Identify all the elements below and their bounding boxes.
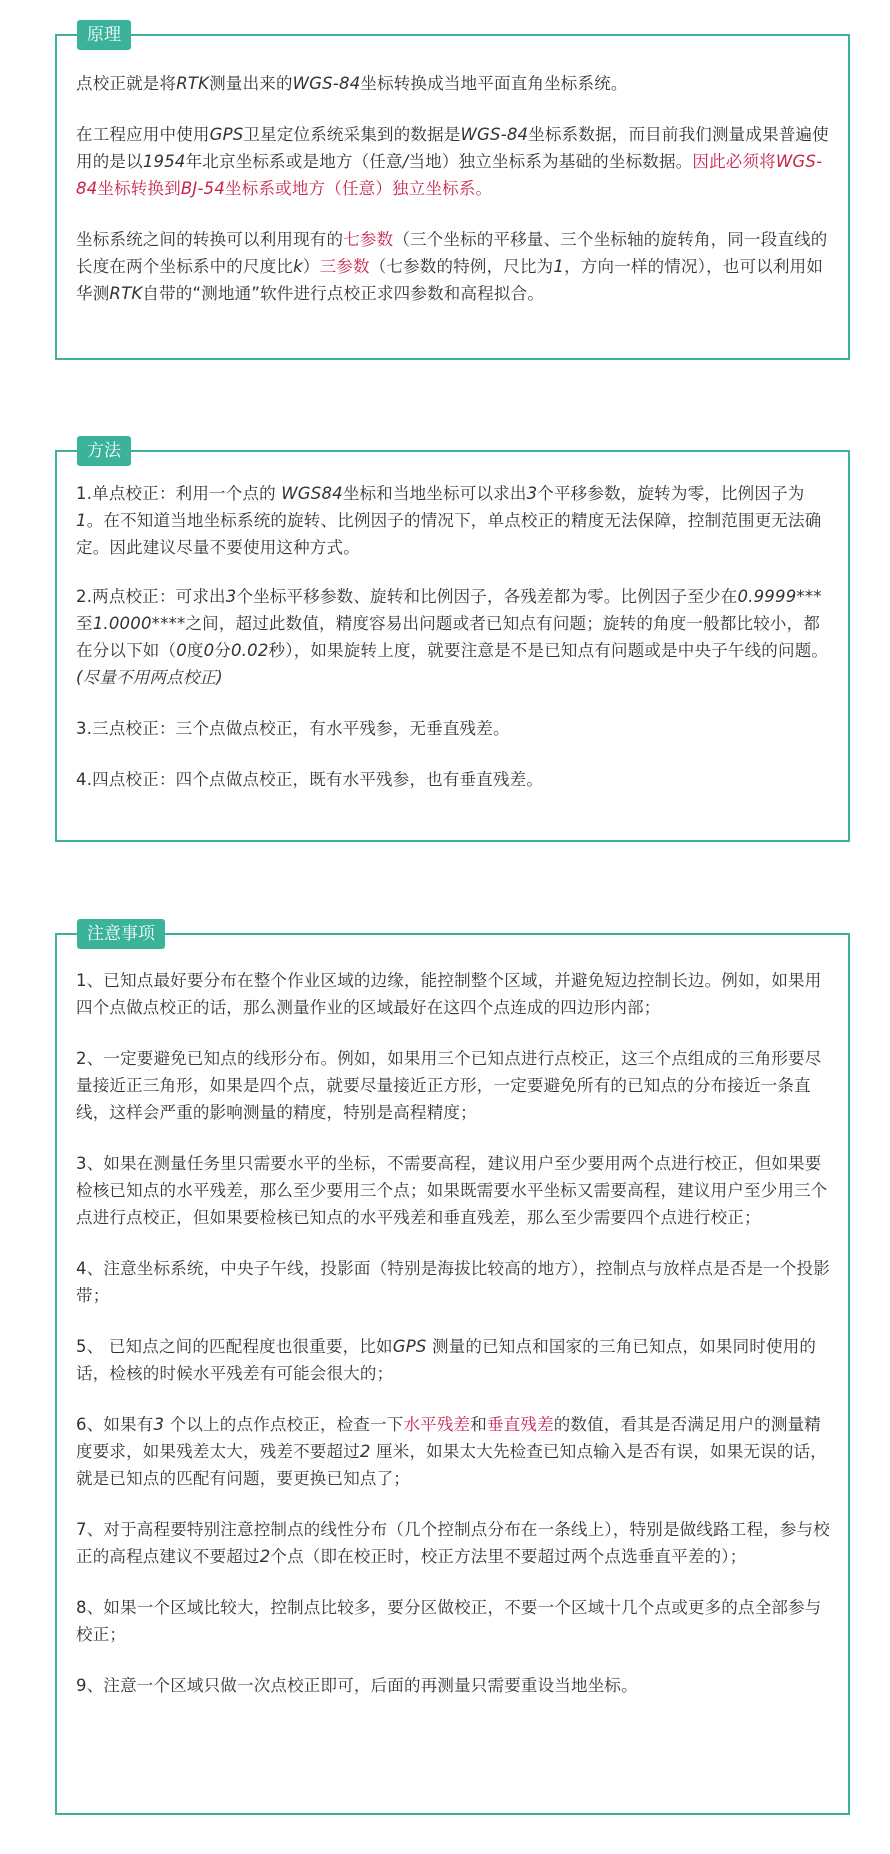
method-tag: 方法: [77, 436, 131, 466]
method-four-point: 4.四点校正：四个点做点校正，既有水平残参，也有垂直残差。: [76, 770, 544, 789]
principle-tag: 原理: [77, 20, 131, 50]
notes-tag: 注意事项: [77, 919, 165, 949]
principle-paragraph-2: 在工程应用中使用GPS卫星定位系统采集到的数据是WGS-84坐标系数据，而目前我们测量成果普遍使用的是以1954年北京坐标系或是地方（任意/当地）独立坐标系为基础的坐标数据。因此必须将WGS-84坐标转换到BJ-54坐标系或地方（任意）独立坐标系。: [76, 125, 829, 198]
note-item-5: 5、 已知点之间的匹配程度也很重要，比如GPS 测量的已知点和国家的三角已知点，如果同时使用的话，检核的时候水平残差有可能会很大的；: [76, 1337, 817, 1383]
note-item-2: 2、一定要避免已知点的线形分布。例如，如果用三个已知点进行点校正，这三个点组成的三角形要尽量接近正三角形，如果是四个点，就要尽量接近正方形，一定要避免所有的已知点的分布接近一条直线，这样会严重的影响测量的精度，特别是高程精度；: [76, 1049, 822, 1122]
method-body: [57, 452, 848, 807]
horizontal-residual-highlight: 水平残差: [403, 1415, 471, 1434]
seven-parameter-highlight: 七参数: [343, 230, 394, 249]
three-parameter-highlight: 三参数: [319, 257, 370, 276]
notes-section: [55, 924, 850, 1815]
method-section: [55, 441, 850, 842]
method-two-point: 2.两点校正：可求出3个坐标平移参数、旋转和比例因子，各残差都为零。比例因子至少在0.9999***至1.0000****之间，超过此数值，精度容易出问题或者已知点有问题；旋转的角度一般都比较小，都在分以下如（0度0分0.02秒），如果旋转上度，就要注意是不是已知点有问题或是中央子午线的问题。(尽量不用两点校正): [76, 587, 829, 687]
note-item-8: 8、如果一个区域比较大，控制点比较多，要分区做校正，不要一个区域十几个点或更多的点全部参与校正；: [76, 1598, 822, 1644]
note-item-3: 3、如果在测量任务里只需要水平的坐标，不需要高程，建议用户至少要用两个点进行校正，但如果要检核已知点的水平残差，那么至少要用三个点；如果既需要水平坐标又需要高程，建议用户至少用三个点进行点校正，但如果要检核已知点的水平残差和垂直残差，那么至少需要四个点进行校正；: [76, 1154, 828, 1227]
note-item-6: 6、如果有3 个以上的点作点校正，检查一下水平残差和垂直残差的数值，看其是否满足用户的测量精度要求，如果残差太大，残差不要超过2 厘米，如果太大先检查已知点输入是否有误，如果无误的话，就是已知点的匹配有问题，要更换已知点了；: [76, 1415, 827, 1488]
note-item-4: 4、注意坐标系统，中央子午线，投影面（特别是海拔比较高的地方），控制点与放样点是否是一个投影带；: [76, 1259, 830, 1305]
principle-body: [57, 36, 848, 321]
note-item-7: 7、对于高程要特别注意控制点的线性分布（几个控制点分布在一条线上），特别是做线路工程，参与校正的高程点建议不要超过2个点（即在校正时，校正方法里不要超过两个点选垂直平差的）；: [76, 1520, 830, 1566]
principle-paragraph-3: 坐标系统之间的转换可以利用现有的七参数（三个坐标的平移量、三个坐标轴的旋转角，同一段直线的长度在两个坐标系中的尺度比k）三参数（七参数的特例，尺比为1，方向一样的情况），也可以利用如华测RTK自带的“测地通”软件进行点校正求四参数和高程拟合。: [76, 230, 828, 303]
principle-paragraph-1: 点校正就是将RTK测量出来的WGS-84坐标转换成当地平面直角坐标系统。: [76, 74, 628, 93]
method-three-point: 3.三点校正：三个点做点校正，有水平残参，无垂直残差。: [76, 719, 510, 738]
notes-body: [57, 935, 848, 1713]
vertical-residual-highlight: 垂直残差: [486, 1415, 554, 1434]
note-item-9: 9、注意一个区域只做一次点校正即可，后面的再测量只需要重设当地坐标。: [76, 1676, 638, 1695]
principle-section: [55, 25, 850, 360]
method-single-point: 1.单点校正：利用一个点的 WGS84坐标和当地坐标可以求出3个平移参数，旋转为零，比例因子为1。在不知道当地坐标系统的旋转、比例因子的情况下，单点校正的精度无法保障，控制范围更无法确定。因此建议尽量不要使用这种方式。: [76, 484, 822, 557]
note-item-1: 1、已知点最好要分布在整个作业区域的边缘，能控制整个区域，并避免短边控制长边。例如，如果用四个点做点校正的话，那么测量作业的区域最好在这四个点连成的四边形内部；: [76, 971, 822, 1017]
principle-highlight: 因此必须将WGS-84坐标转换到BJ-54坐标系或地方（任意）独立坐标系。: [76, 152, 823, 198]
